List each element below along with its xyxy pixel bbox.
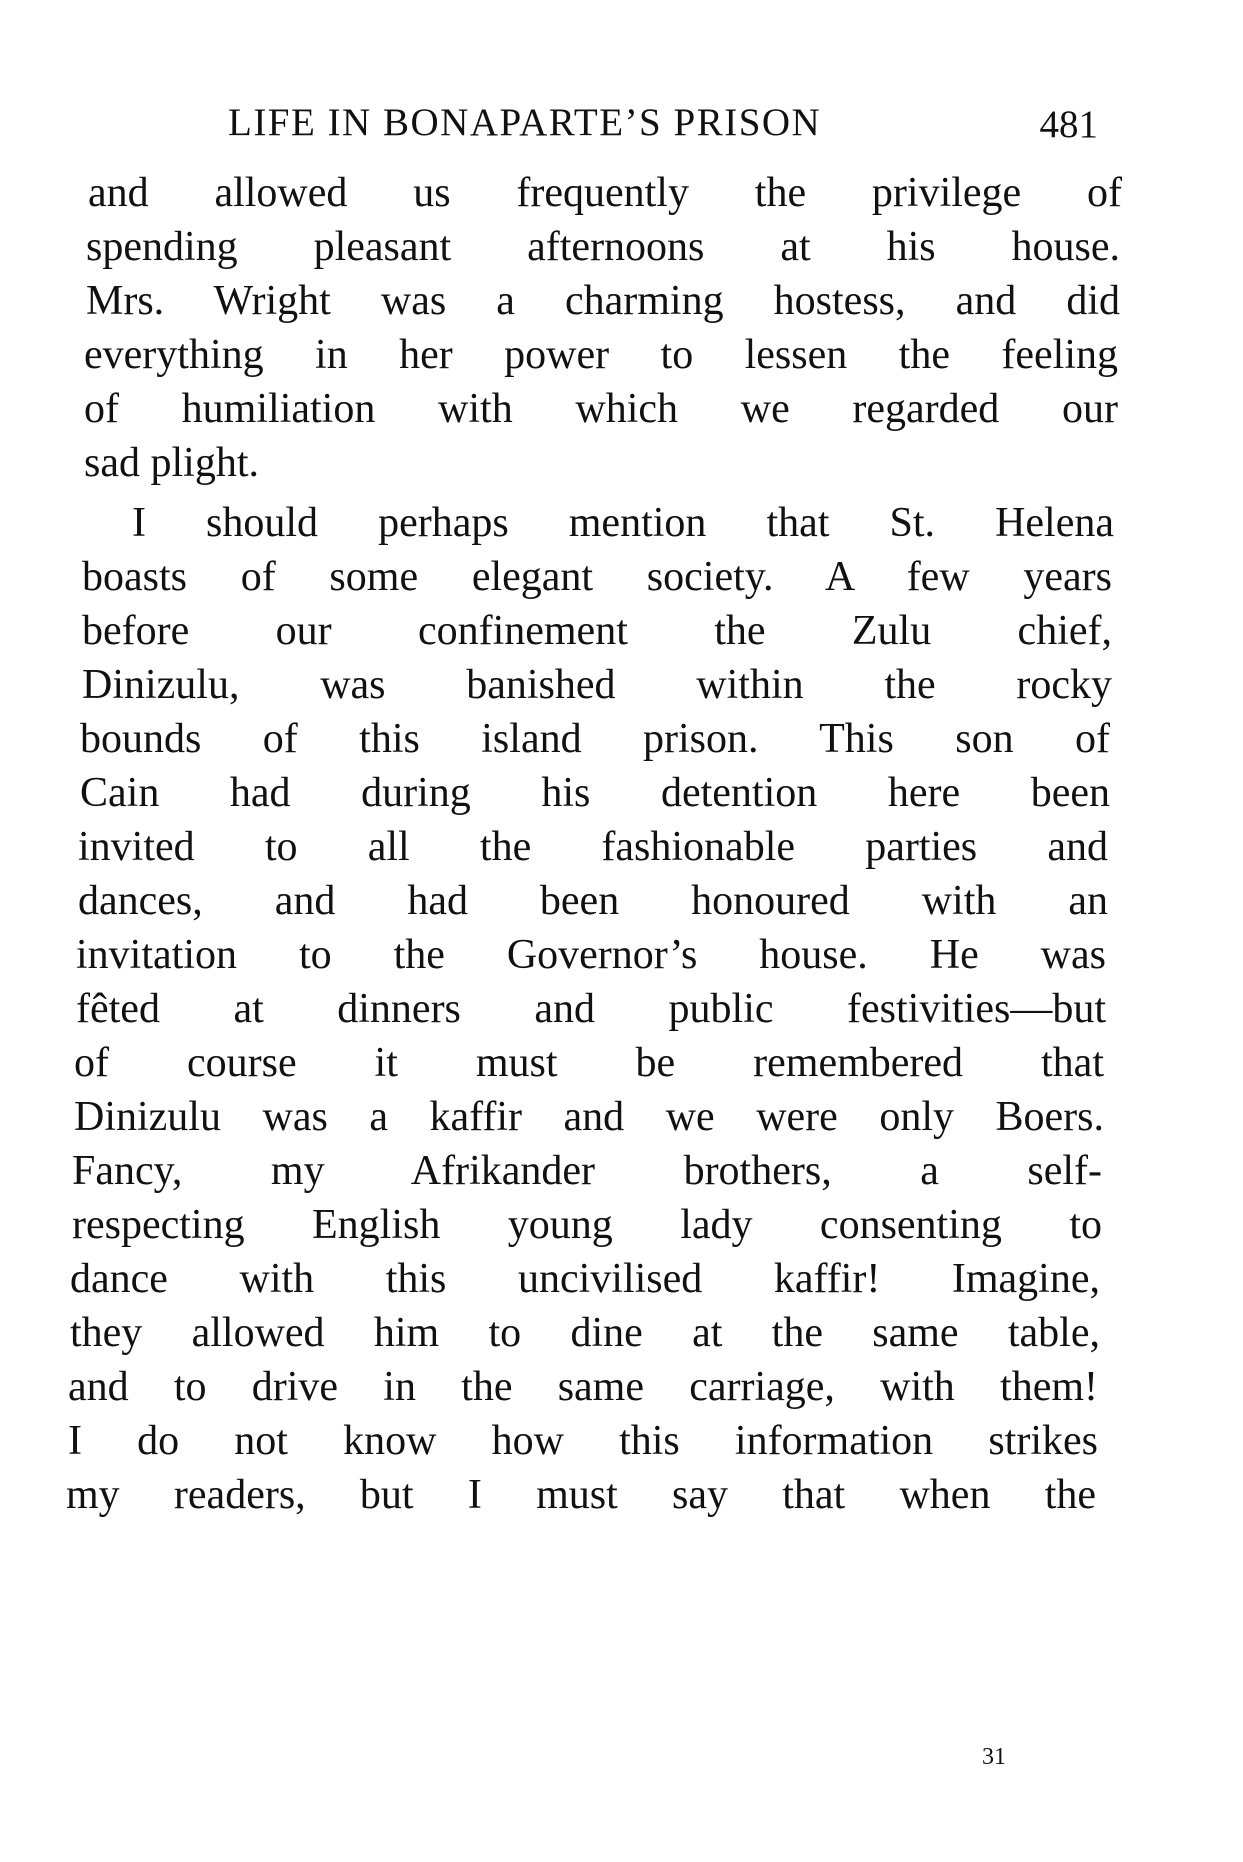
running-head bbox=[228, 98, 1098, 148]
text-line: respecting English young lady consenting to bbox=[72, 1202, 1102, 1248]
text-line: spending pleasant afternoons at his house. bbox=[86, 224, 1120, 270]
text-line: Dinizulu, was banished within the rocky bbox=[82, 662, 1112, 708]
text-line: sad plight. bbox=[84, 440, 259, 486]
text-line: of humiliation with which we regarded our bbox=[84, 386, 1118, 432]
text-line: before our confinement the Zulu chief, bbox=[82, 608, 1112, 654]
text-line: Cain had during his detention here been bbox=[80, 770, 1110, 816]
text-line: invited to all the fashionable parties and bbox=[78, 824, 1108, 870]
text-line: and to drive in the same carriage, with them! bbox=[68, 1364, 1098, 1410]
text-line: I do not know how this information strikes bbox=[68, 1418, 1098, 1464]
text-line: Mrs. Wright was a charming hostess, and did bbox=[86, 278, 1120, 324]
text-line: Dinizulu was a kaffir and we were only Boers. bbox=[74, 1094, 1104, 1140]
text-line: boasts of some elegant society. A few years bbox=[82, 554, 1112, 600]
text-line: fêted at dinners and public festivities—but bbox=[76, 986, 1106, 1032]
text-line: dance with this uncivilised kaffir! Imagine, bbox=[70, 1256, 1100, 1302]
text-line: my readers, but I must say that when the bbox=[66, 1472, 1096, 1518]
page-number: 481 bbox=[1039, 103, 1098, 146]
text-line: and allowed us frequently the privilege of bbox=[88, 170, 1122, 216]
text-line: I should perhaps mention that St. Helena bbox=[132, 500, 1114, 546]
running-title: LIFE IN BONAPARTE’S PRISON bbox=[228, 101, 822, 144]
signature-mark: 31 bbox=[982, 1744, 1006, 1770]
text-line: Fancy, my Afrikander brothers, a self- bbox=[72, 1148, 1102, 1194]
text-line: they allowed him to dine at the same table, bbox=[70, 1310, 1100, 1356]
text-line: invitation to the Governor’s house. He was bbox=[76, 932, 1106, 978]
text-line: of course it must be remembered that bbox=[74, 1040, 1104, 1086]
text-line: everything in her power to lessen the feeling bbox=[84, 332, 1118, 378]
text-line: dances, and had been honoured with an bbox=[78, 878, 1108, 924]
text-line: bounds of this island prison. This son of bbox=[80, 716, 1110, 762]
